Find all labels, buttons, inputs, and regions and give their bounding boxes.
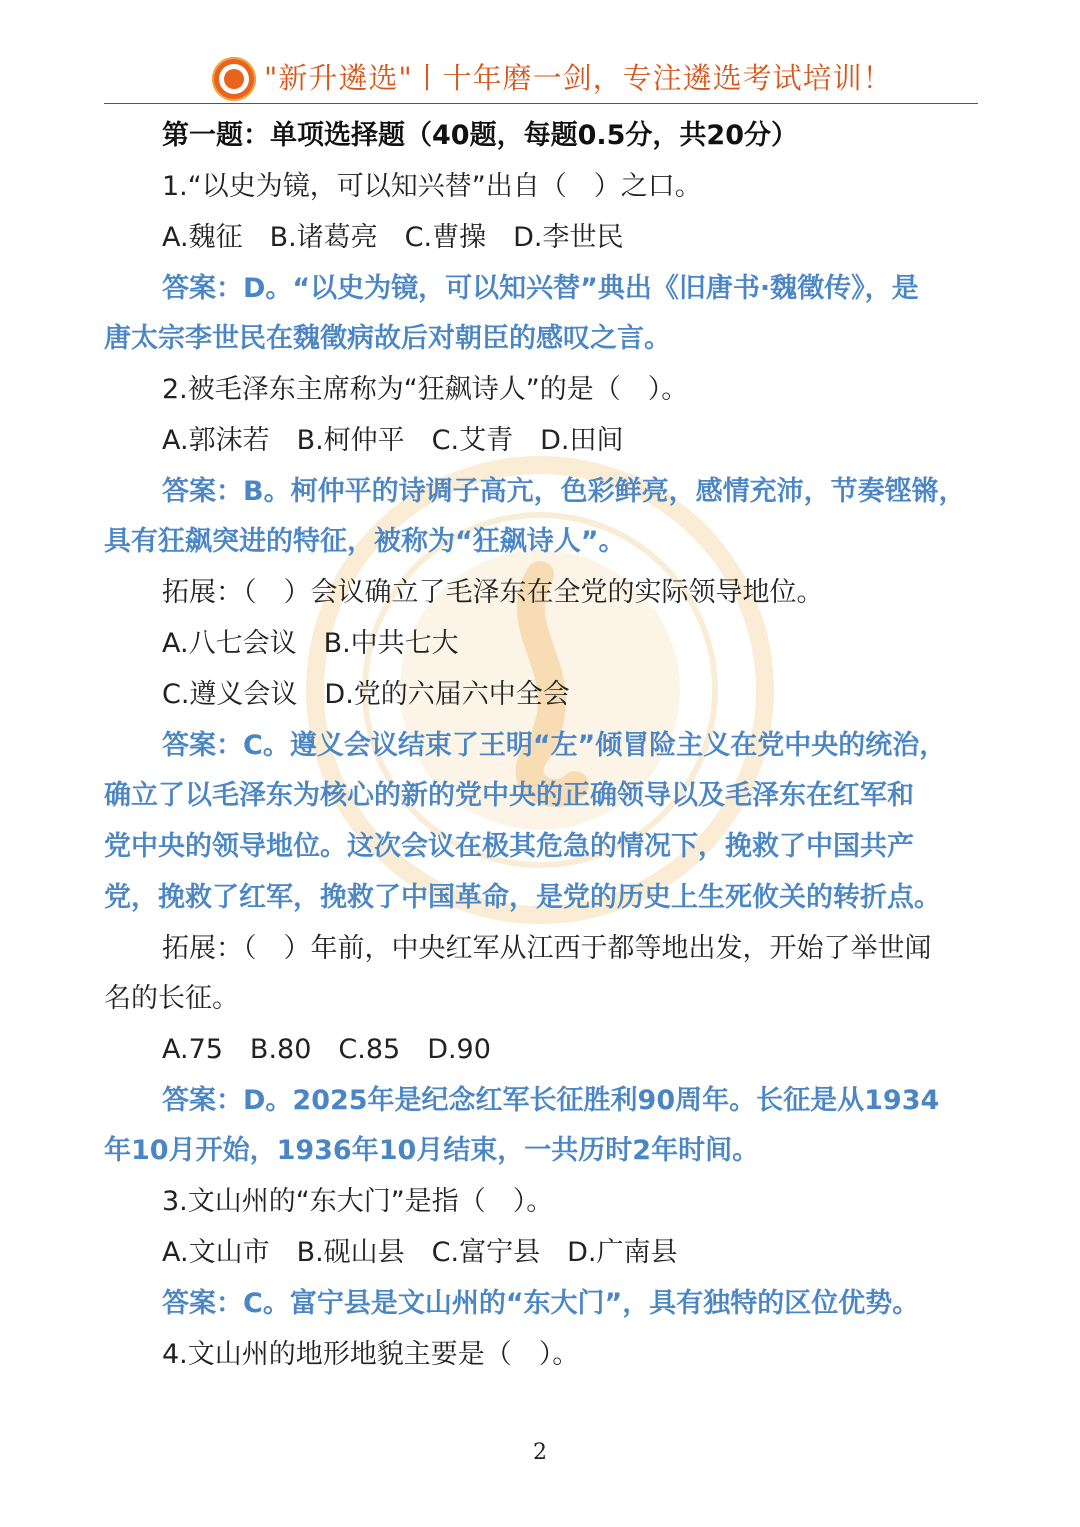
question-1-answer: 答案：D。“以史为镜，可以知兴替”典出《旧唐书·魏徵传》，是 [162, 273, 919, 304]
extension-1-options-cont: C.遵义会议 D.党的六届六中全会 [162, 679, 570, 710]
question-3-stem: 3.文山州的“东大门”是指（ ）。 [162, 1186, 554, 1217]
question-4-stem: 4.文山州的地形地貌主要是（ ）。 [162, 1339, 580, 1370]
extension-1-stem: 拓展：（ ）会议确立了毛泽东在全党的实际领导地位。 [162, 577, 824, 608]
page-header [0, 52, 1080, 104]
extension-1-answer: 答案：C。遵义会议结束了王明“左”倾冒险主义在党中央的统治， [162, 730, 947, 761]
question-1-stem: 1.“以史为镜，可以知兴替”出自（ ）之口。 [162, 171, 702, 202]
extension-1-options: A.八七会议 B.中共七大 [162, 628, 459, 659]
extension-1-answer-line-2: 确立了以毛泽东为核心的新的党中央的正确领导以及毛泽东在红军和 [104, 780, 914, 811]
question-1-answer-cont: 唐太宗李世民在魏徵病故后对朝臣的感叹之言。 [104, 323, 671, 354]
extension-2-stem-cont: 名的长征。 [104, 983, 239, 1014]
question-2-answer-cont: 具有狂飙突进的特征，被称为“狂飙诗人”。 [104, 526, 626, 557]
school-logo-icon [212, 57, 256, 101]
question-3-answer: 答案：C。富宁县是文山州的“东大门”，具有独特的区位优势。 [162, 1288, 920, 1319]
extension-2-stem: 拓展：（ ）年前，中央红军从江西于都等地出发，开始了举世闻 [162, 933, 932, 964]
header-slogan: "新升遴选"丨十年磨一剑，专注遴选考试培训！ [264, 61, 893, 95]
extension-2-options: A.75 B.80 C.85 D.90 [162, 1034, 491, 1065]
question-3-options: A.文山市 B.砚山县 C.富宁县 D.广南县 [162, 1237, 678, 1268]
question-2-options: A.郭沫若 B.柯仲平 C.艾青 D.田间 [162, 425, 624, 456]
extension-2-answer: 答案：D。2025年是纪念红军长征胜利90周年。长征是从1934 [162, 1085, 940, 1116]
section-title: 第一题：单项选择题（40题，每题0.5分，共20分） [162, 120, 798, 151]
question-1-options: A.魏征 B.诸葛亮 C.曹操 D.李世民 [162, 222, 624, 253]
extension-1-answer-line-4: 党，挽救了红军，挽救了中国革命，是党的历史上生死攸关的转折点。 [104, 882, 941, 913]
extension-1-answer-line-3: 党中央的领导地位。这次会议在极其危急的情况下，挽救了中国共产 [104, 831, 914, 862]
header-divider [104, 103, 978, 104]
question-2-stem: 2.被毛泽东主席称为“狂飙诗人”的是（ ）。 [162, 374, 689, 405]
extension-2-answer-cont: 年10月开始，1936年10月结束，一共历时2年时间。 [104, 1135, 760, 1166]
question-2-answer: 答案：B。柯仲平的诗调子高亢，色彩鲜亮，感情充沛，节奏铿锵， [162, 476, 966, 507]
page-number: 2 [533, 1440, 547, 1465]
